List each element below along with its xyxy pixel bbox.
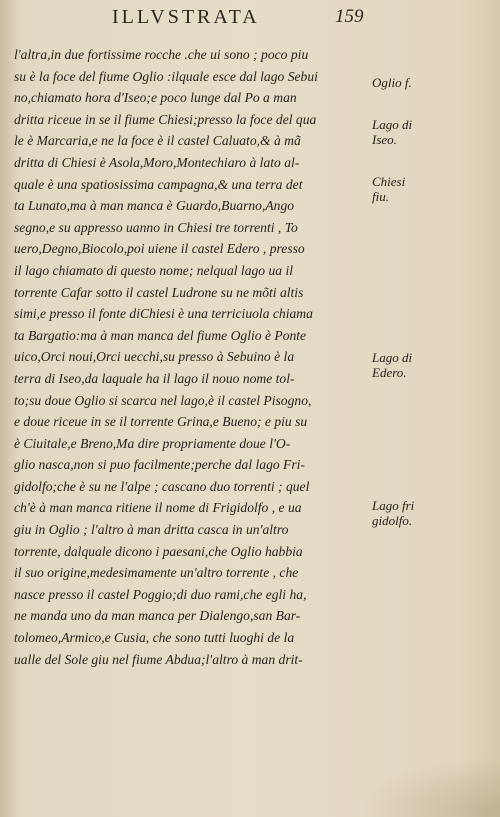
- margin-note: [372, 350, 412, 380]
- text-line: glio nasca,non si puo facilmente;perche dal lago Fri-: [14, 457, 305, 473]
- margin-note: [372, 174, 405, 204]
- text-line: no,chiamato hora d'Iseo;e poco lunge dal Po a man: [14, 90, 297, 106]
- margin-note-line: gidolfo.: [372, 513, 413, 528]
- text-line: giu in Oglio ; l'altro à man dritta casca in un'altro: [14, 522, 289, 538]
- text-line: torrente Cafar sotto il castel Ludrone su ne mõti altis: [14, 284, 304, 300]
- text-line: terra di Iseo,da laquale ha il lago il nouo nome tol-: [14, 370, 295, 386]
- margin-note-line: Chiesi: [372, 174, 406, 189]
- text-line: ch'è à man manca ritiene il nome di Frigidolfo , e ua: [14, 500, 302, 516]
- margin-note-line: fiu.: [372, 189, 389, 204]
- margin-note-line: Lago di: [372, 117, 413, 132]
- text-line: l'altra,in due fortissime rocche .che ui sono ; poco piu: [14, 47, 309, 62]
- body-text: [14, 44, 374, 670]
- margin-note-line: Edero.: [372, 365, 407, 380]
- text-line: il suo origine,medesimamente un'altro torrente , che: [14, 565, 299, 581]
- text-line: tolomeo,Armico,e Cusia, che sono tutti luoghi de la: [14, 630, 295, 646]
- text-line: nasce presso il castel Poggio;di duo rami,che egli ha,: [14, 586, 307, 602]
- margin-note-line: Lago fri: [372, 498, 415, 513]
- text-line: quale è una spatiosissima campagna,& una terra det: [14, 176, 303, 192]
- text-line: segno,e su appresso uanno in Chiesi tre torrenti , To: [14, 219, 298, 235]
- text-line: ne manda uno da man manca per Dialengo,san Bar-: [14, 608, 301, 624]
- paper-stain: [360, 757, 500, 817]
- text-line: il lago chiamato di questo nome; nelqual lago ua il: [14, 262, 294, 278]
- text-line: uero,Degno,Biocolo,poi uiene il castel Edero , presso: [14, 241, 305, 257]
- text-line: uico,Orci noui,Orci uecchi,su presso à Sebuino è la: [14, 349, 295, 365]
- text-line: è Ciuitale,e Breno,Ma dire propriamente doue l'O-: [14, 435, 291, 451]
- margin-note: [372, 117, 412, 147]
- margin-note: [372, 75, 412, 90]
- text-line: su è la foce del fiume Oglio :ilquale esce dal lago Sebui: [14, 68, 318, 84]
- text-line: e doue riceue in se il torrente Grina,e Bueno; e piu su: [14, 414, 308, 430]
- page-number: 159: [335, 6, 364, 27]
- text-line: ta Lunato,ma à man manca è Guardo,Buarno,Ango: [14, 198, 295, 214]
- running-title: ILLVSTRATA: [112, 6, 260, 28]
- text-line: to;su doue Oglio si scarca nel lago,è il castel Pisogno,: [14, 392, 312, 408]
- text-line: ualle del Sole giu nel fiume Abdua;l'altro à man drit-: [14, 651, 303, 667]
- text-line: dritta riceue in se il fiume Chiesi;presso la foce del qua: [14, 111, 317, 127]
- margin-note-line: Lago di: [372, 350, 413, 365]
- margin-notes: [372, 0, 498, 817]
- text-line: ta Bargatio:ma à man manca del fiume Oglio è Ponte: [14, 327, 307, 343]
- text-line: dritta di Chiesi è Asola,Moro,Montechiaro à lato al-: [14, 154, 300, 170]
- text-line: torrente, dalquale dicono i paesani,che Oglio habbia: [14, 543, 303, 559]
- margin-note: [372, 498, 414, 528]
- margin-note-line: Iseo.: [372, 132, 397, 147]
- text-line: le è Marcaria,e ne la foce è il castel Caluato,& à mã: [14, 133, 301, 149]
- margin-note-line: Oglio f.: [372, 75, 412, 90]
- text-line: simi,e presso il fonte diChiesi è una terriciuola chiama: [14, 306, 313, 322]
- text-line: gidolfo;che è su ne l'alpe ; cascano duo torrenti ; quel: [14, 478, 310, 494]
